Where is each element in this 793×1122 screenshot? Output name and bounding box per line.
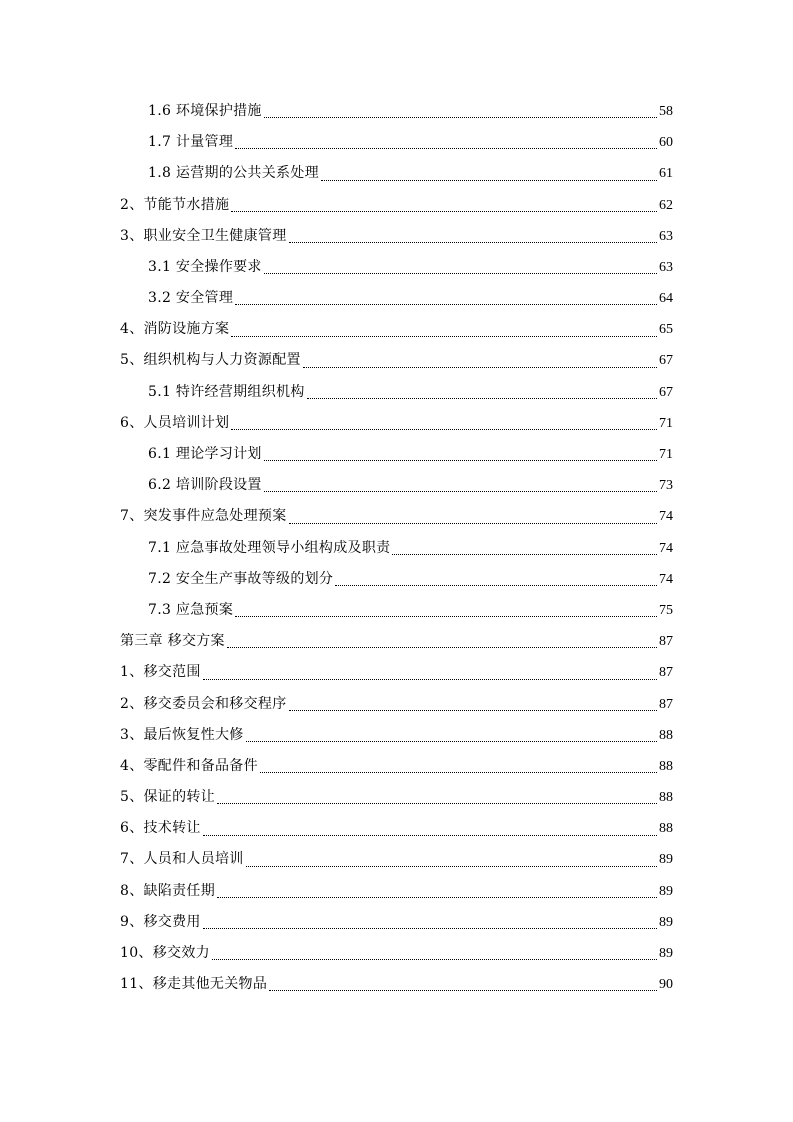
toc-entry[interactable]	[120, 158, 673, 189]
toc-entry[interactable]	[120, 595, 673, 626]
toc-entry[interactable]	[120, 408, 673, 439]
toc-entry-page-number: 87	[659, 665, 673, 681]
toc-entry-title: 7.3 应急预案	[148, 601, 234, 618]
toc-dot-leader	[212, 959, 657, 960]
toc-entry-page-number: 88	[659, 790, 673, 806]
toc-entry-title: 1.7 计量管理	[148, 134, 234, 151]
toc-entry-title: 1.8 运营期的公共关系处理	[148, 165, 319, 182]
toc-entry-title: 3、职业安全卫生健康管理	[120, 227, 287, 244]
toc-entry-title: 7.1 应急事故处理领导小组构成及职责	[148, 539, 391, 556]
toc-entry-page-number: 74	[659, 571, 673, 587]
toc-entry[interactable]	[120, 221, 673, 252]
toc-entry[interactable]	[120, 657, 673, 688]
toc-entry[interactable]	[120, 377, 673, 408]
toc-entry[interactable]	[120, 689, 673, 720]
toc-entry[interactable]	[120, 533, 673, 564]
toc-entry-page-number: 74	[659, 509, 673, 525]
toc-entry-page-number: 67	[659, 353, 673, 369]
toc-entry-title: 9、移交费用	[120, 913, 201, 930]
toc-entry[interactable]	[120, 626, 673, 657]
toc-entry-title: 5、组织机构与人力资源配置	[120, 352, 301, 369]
toc-entry[interactable]	[120, 969, 673, 1000]
toc-entry[interactable]	[120, 782, 673, 813]
toc-entry-page-number: 62	[659, 197, 673, 213]
toc-entry[interactable]	[120, 907, 673, 938]
toc-entry-page-number: 87	[659, 634, 673, 650]
toc-entry-title: 7.2 安全生产事故等级的划分	[148, 570, 334, 587]
toc-entry-page-number: 88	[659, 758, 673, 774]
toc-entry-page-number: 58	[659, 103, 673, 119]
toc-entry[interactable]	[120, 314, 673, 345]
toc-entry-title: 6.1 理论学习计划	[148, 446, 262, 463]
toc-entry-page-number: 61	[659, 166, 673, 182]
toc-dot-leader	[264, 273, 657, 274]
toc-entry[interactable]	[120, 283, 673, 314]
toc-entry[interactable]	[120, 190, 673, 221]
toc-entry[interactable]	[120, 720, 673, 751]
toc-entry-title: 4、零配件和备品备件	[120, 757, 258, 774]
toc-dot-leader	[264, 491, 657, 492]
table-of-contents	[120, 96, 673, 1000]
toc-entry-title: 6、人员培训计划	[120, 414, 230, 431]
toc-entry-page-number: 88	[659, 727, 673, 743]
toc-dot-leader	[260, 772, 657, 773]
toc-entry-page-number: 64	[659, 291, 673, 307]
toc-entry-title: 3、最后恢复性大修	[120, 726, 244, 743]
toc-entry[interactable]	[120, 96, 673, 127]
toc-entry-page-number: 63	[659, 228, 673, 244]
toc-entry[interactable]	[120, 938, 673, 969]
toc-entry-title: 6.2 培训阶段设置	[148, 477, 262, 494]
toc-entry[interactable]	[120, 252, 673, 283]
toc-dot-leader	[231, 336, 657, 337]
toc-entry[interactable]	[120, 845, 673, 876]
toc-entry-page-number: 71	[659, 447, 673, 463]
toc-entry[interactable]	[120, 564, 673, 595]
toc-entry-page-number: 90	[659, 977, 673, 993]
toc-entry-page-number: 89	[659, 914, 673, 930]
toc-dot-leader	[235, 148, 657, 149]
toc-dot-leader	[227, 647, 657, 648]
toc-entry-title: 2、节能节水措施	[120, 196, 230, 213]
toc-dot-leader	[321, 180, 657, 181]
toc-dot-leader	[289, 523, 657, 524]
toc-entry-title: 6、技术转让	[120, 820, 201, 837]
toc-dot-leader	[303, 367, 657, 368]
toc-entry-title: 1、移交范围	[120, 664, 201, 681]
toc-entry[interactable]	[120, 346, 673, 377]
toc-dot-leader	[217, 897, 657, 898]
toc-dot-leader	[289, 710, 657, 711]
toc-entry-page-number: 60	[659, 135, 673, 151]
toc-entry-title: 4、消防设施方案	[120, 321, 230, 338]
toc-entry-page-number: 67	[659, 384, 673, 400]
toc-entry-page-number: 89	[659, 946, 673, 962]
toc-dot-leader	[235, 616, 657, 617]
toc-entry-title: 第三章 移交方案	[120, 633, 225, 650]
toc-dot-leader	[264, 117, 657, 118]
toc-dot-leader	[235, 304, 657, 305]
toc-entry-title: 3.1 安全操作要求	[148, 258, 262, 275]
toc-entry[interactable]	[120, 439, 673, 470]
toc-dot-leader	[231, 211, 657, 212]
toc-entry-title: 5、保证的转让	[120, 789, 216, 806]
toc-dot-leader	[203, 835, 657, 836]
toc-dot-leader	[307, 398, 657, 399]
toc-dot-leader	[217, 803, 657, 804]
toc-entry-title: 10、移交效力	[120, 945, 210, 962]
toc-entry-title: 1.6 环境保护措施	[148, 102, 262, 119]
toc-entry[interactable]	[120, 876, 673, 907]
toc-entry[interactable]	[120, 127, 673, 158]
toc-entry-title: 3.2 安全管理	[148, 290, 234, 307]
toc-entry-page-number: 88	[659, 821, 673, 837]
toc-dot-leader	[231, 429, 657, 430]
toc-entry-page-number: 89	[659, 852, 673, 868]
toc-entry-page-number: 71	[659, 415, 673, 431]
toc-entry-page-number: 65	[659, 322, 673, 338]
toc-entry[interactable]	[120, 501, 673, 532]
toc-entry[interactable]	[120, 813, 673, 844]
toc-dot-leader	[246, 866, 657, 867]
toc-entry-page-number: 73	[659, 478, 673, 494]
toc-dot-leader	[335, 585, 657, 586]
toc-entry[interactable]	[120, 751, 673, 782]
toc-entry-page-number: 89	[659, 883, 673, 899]
toc-entry-title: 5.1 特许经营期组织机构	[148, 383, 305, 400]
toc-entry-title: 7、突发事件应急处理预案	[120, 508, 287, 525]
toc-dot-leader	[269, 990, 657, 991]
toc-entry-page-number: 74	[659, 540, 673, 556]
toc-dot-leader	[203, 679, 657, 680]
toc-entry-page-number: 63	[659, 259, 673, 275]
toc-dot-leader	[392, 554, 657, 555]
toc-entry-title: 7、人员和人员培训	[120, 851, 244, 868]
toc-dot-leader	[264, 460, 657, 461]
toc-entry[interactable]	[120, 470, 673, 501]
toc-entry-title: 8、缺陷责任期	[120, 882, 216, 899]
toc-entry-page-number: 75	[659, 602, 673, 618]
toc-entry-title: 2、移交委员会和移交程序	[120, 695, 287, 712]
toc-entry-title: 11、移走其他无关物品	[120, 976, 268, 993]
toc-dot-leader	[246, 741, 657, 742]
toc-dot-leader	[203, 928, 657, 929]
toc-dot-leader	[289, 242, 657, 243]
toc-entry-page-number: 87	[659, 696, 673, 712]
